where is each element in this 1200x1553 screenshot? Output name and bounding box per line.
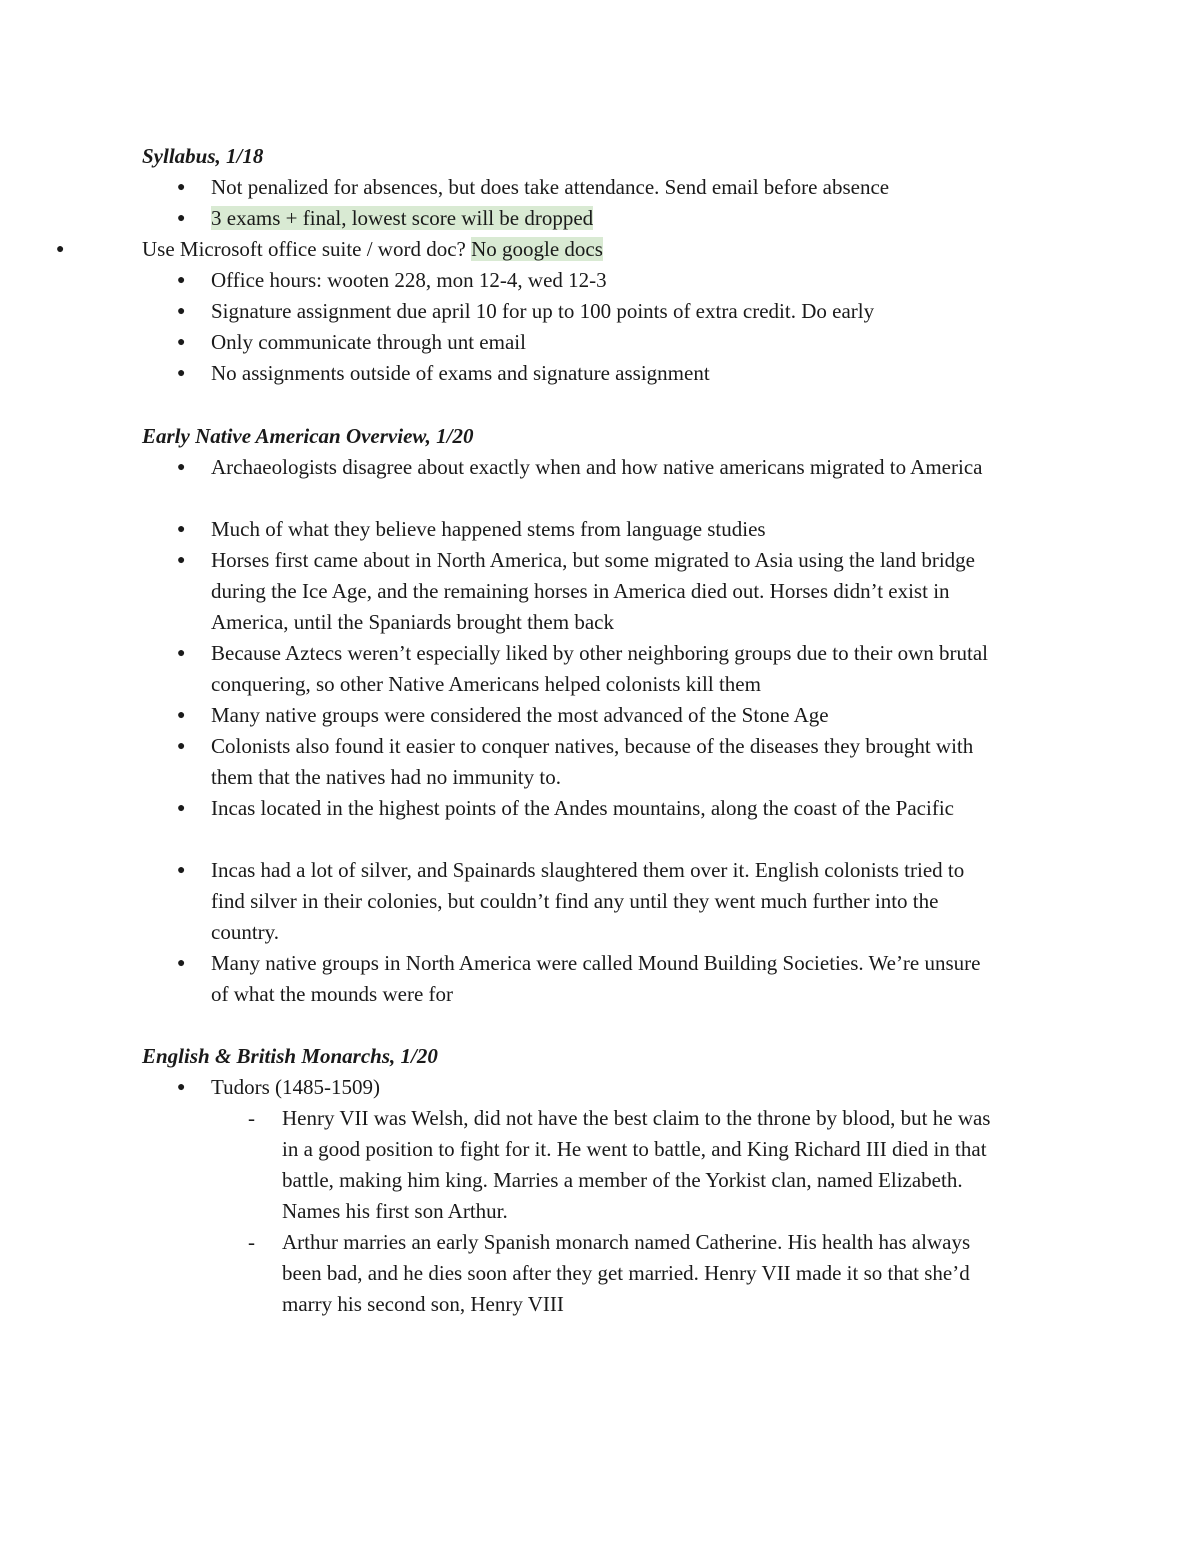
list-item (177, 948, 991, 1010)
list-item-text: Many native groups were considered the most advanced of the Stone Age (211, 703, 829, 727)
sub-list-item-text: Arthur marries an early Spanish monarch named Catherine. His health has always been bad, and he dies soon after they get married. Henry VII made it so that she’d marry his second son, Henry VIII (282, 1230, 971, 1316)
list-item-text: Incas located in the highest points of the Andes mountains, along the coast of the Pacific (211, 796, 954, 820)
bullet-icon: ● (56, 242, 65, 257)
list-item-text: Colonists also found it easier to conquer natives, because of the diseases they brought with them that the natives had no immunity to. (211, 734, 974, 789)
section-heading-monarchs: English & British Monarchs, 1/20 (142, 1044, 438, 1068)
list-item-text: Signature assignment due april 10 for up to 100 points of extra credit. Do early (211, 299, 875, 323)
list-item-text: Archaeologists disagree about exactly when and how native americans migrated to America (211, 455, 983, 479)
list-item (177, 793, 991, 824)
highlighted-text: 3 exams + final, lowest score will be dropped (211, 206, 594, 230)
bullet-icon: ● (177, 863, 186, 878)
list-item-text: Many native groups in North America were called Mound Building Societies. We’re unsure of what the mounds were for (211, 951, 981, 1006)
list-item (177, 265, 991, 296)
bullet-icon: ● (177, 708, 186, 723)
list-item (177, 731, 991, 793)
bullet-icon: ● (177, 1080, 186, 1095)
bullet-icon: ● (177, 180, 186, 195)
list-item-text: Only communicate through unt email (211, 330, 526, 354)
list-item-text: Not penalized for absences, but does take attendance. Send email before absence (211, 175, 890, 199)
list-item-text: Office hours: wooten 228, mon 12-4, wed 12-3 (211, 268, 607, 292)
list-item (177, 452, 991, 483)
highlighted-text: No google docs (471, 237, 603, 261)
sub-list-item (248, 1227, 992, 1320)
section-heading-syllabus: Syllabus, 1/18 (142, 144, 264, 168)
list-item (177, 638, 991, 700)
list-item (177, 855, 991, 948)
bullet-icon: ● (177, 335, 186, 350)
dash-icon: - (248, 1106, 255, 1130)
list-item (177, 545, 991, 638)
bullet-icon: ● (177, 460, 186, 475)
list-item (177, 172, 991, 203)
sub-list-item-text: Henry VII was Welsh, did not have the best claim to the throne by blood, but he was in a good position to fight for it. He went to battle, and King Richard III died in that battle, making him king. Marries a member of the Yorkist clan, named Elizabeth. Names his first son Arthur. (282, 1106, 991, 1223)
list-item (177, 358, 991, 389)
bullet-icon: ● (177, 211, 186, 226)
sub-list-item (248, 1103, 992, 1227)
bullet-icon: ● (177, 522, 186, 537)
list-item-text: Horses first came about in North America, but some migrated to Asia using the land bridge during the Ice Age, and the remaining horses in America died out. Horses didn’t exist in America, until the Spaniards brought them back (211, 548, 975, 634)
list-item (177, 327, 991, 358)
list-item-text: Incas had a lot of silver, and Spainards slaughtered them over it. English colonists tried to find silver in their colonies, but couldn’t find any until they went much further into the country. (211, 858, 965, 944)
list-item-text: Tudors (1485-1509) (211, 1075, 380, 1099)
bullet-icon: ● (177, 553, 186, 568)
list-item (177, 514, 991, 545)
bullet-icon: ● (177, 273, 186, 288)
bullet-icon: ● (177, 646, 186, 661)
bullet-icon: ● (177, 801, 186, 816)
bullet-icon: ● (177, 366, 186, 381)
section-heading-native-american: Early Native American Overview, 1/20 (142, 424, 474, 448)
list-item-text: Use Microsoft office suite / word doc? (142, 237, 472, 261)
list-item-text: Because Aztecs weren’t especially liked by other neighboring groups due to their own brutal conquering, so other Native Americans helped colonists kill them (211, 641, 988, 696)
list-item-text: No assignments outside of exams and signature assignment (211, 361, 710, 385)
list-item-text: Much of what they believe happened stems from language studies (211, 517, 766, 541)
list-item (177, 203, 991, 234)
dash-icon: - (248, 1230, 255, 1254)
bullet-icon: ● (177, 956, 186, 971)
list-item (56, 234, 1002, 265)
bullet-icon: ● (177, 304, 186, 319)
list-item (177, 1072, 991, 1103)
bullet-icon: ● (177, 739, 186, 754)
list-item (177, 700, 991, 731)
list-item (177, 296, 991, 327)
